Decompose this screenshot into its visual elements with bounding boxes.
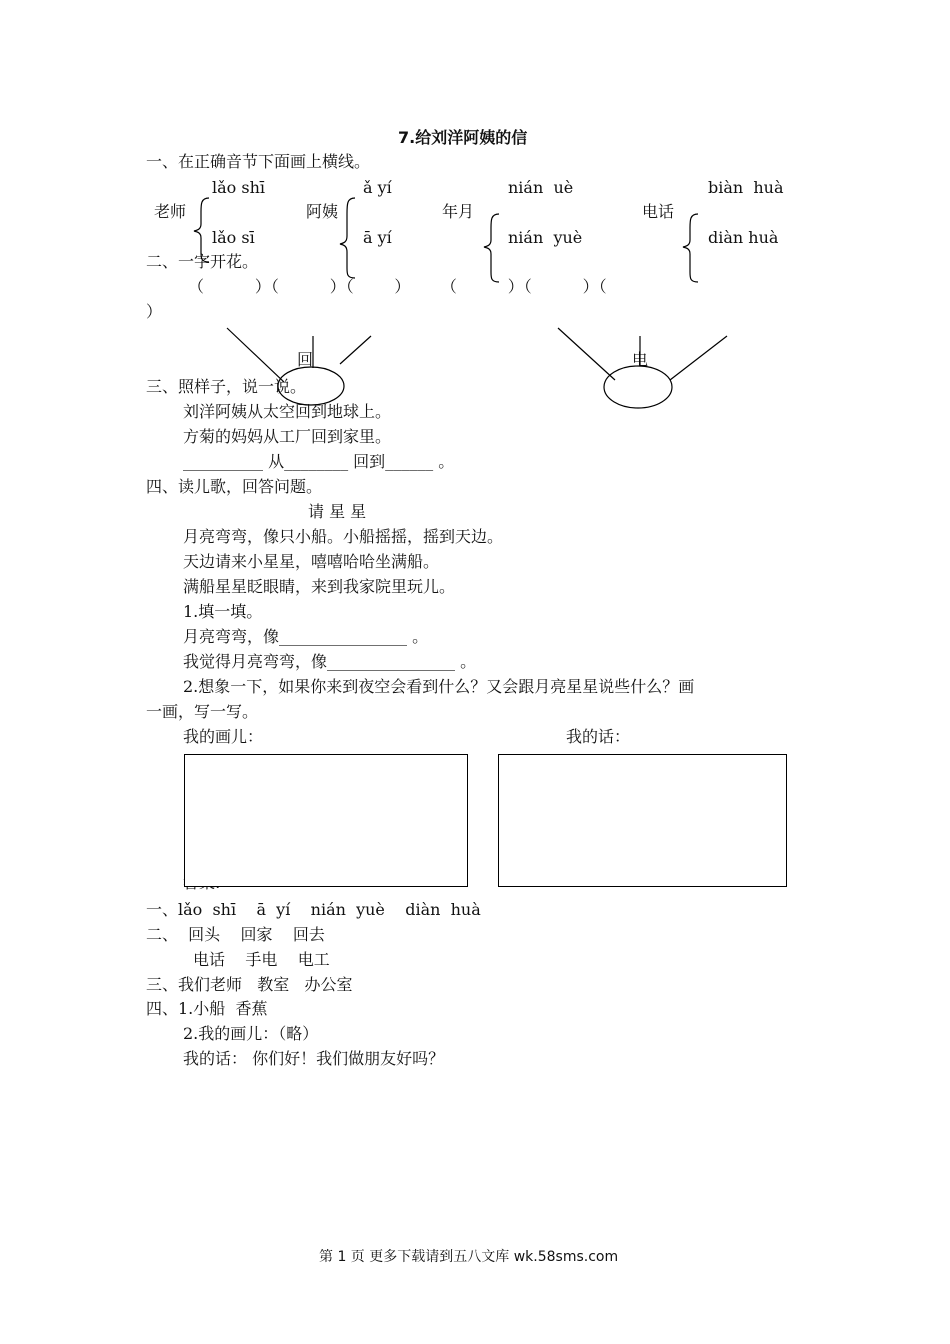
answer-3: 三、我们老师 教室 办公室 — [146, 975, 353, 994]
q1-item2-word: 阿姨 — [306, 202, 339, 221]
answer-4-line-1: 四、1.小船 香蕉 — [146, 999, 268, 1018]
q1-item1-option1: lǎo shī — [212, 178, 266, 197]
flower1-line-left — [227, 328, 284, 382]
flower2-ellipse — [604, 366, 672, 408]
answer-2-line-1: 二、 回头 回家 回去 — [146, 925, 325, 944]
page-title: 7.给刘洋阿姨的信 — [398, 128, 528, 147]
brace-1 — [194, 198, 209, 262]
brace-4 — [683, 214, 698, 282]
q1-item4-word: 电话 — [642, 202, 675, 221]
brace-2 — [340, 198, 355, 278]
flower2-line-right — [670, 336, 727, 380]
q4-fill-2: 我觉得月亮弯弯，像________________ 。 — [183, 652, 477, 671]
answer-1: 一、lǎo shī ā yí nián yuè diàn huà — [146, 900, 481, 919]
q1-item1-option2: lǎo sī — [212, 228, 255, 247]
q1-item2-option1: ǎ yí — [363, 178, 392, 197]
q4-sub2-line-1: 2.想象一下，如果你来到夜空会看到什么？又会跟月亮星星说些什么？画 — [183, 677, 695, 696]
poem-line-2: 天边请来小星星，嘻嘻哈哈坐满船。 — [183, 552, 440, 571]
q2-center-char-hui: 回 — [297, 350, 314, 369]
q2-blank-row-tail: ） — [146, 302, 163, 321]
q1-heading: 一、在正确音节下面画上横线。 — [146, 152, 371, 171]
page-footer: 第 1 页 更多下载请到五八文库 wk.58sms.com — [319, 1249, 619, 1265]
answer-4-line-2: 2.我的画儿：（略） — [183, 1024, 319, 1043]
answer-4-line-3: 我的话： 你们好！我们做朋友好吗？ — [183, 1049, 445, 1068]
q2-blank-row: （ ）（ ）（ ） （ ）（ ）（ — [188, 277, 607, 296]
drawing-box[interactable] — [184, 754, 468, 887]
poem-line-1: 月亮弯弯，像只小船。小船摇摇，摇到天边。 — [183, 527, 504, 546]
q1-item4-option2: diàn huà — [708, 228, 779, 247]
label-my-drawing: 我的画儿： — [183, 727, 264, 746]
q1-item3-option2: nián yuè — [508, 228, 583, 247]
flower2-line-left — [558, 328, 615, 380]
q4-sub2-line-2: 一画，写一写。 — [146, 702, 259, 721]
q4-heading: 四、读儿歌，回答问题。 — [146, 477, 323, 496]
bracket-and-flower-drawing — [0, 0, 950, 420]
q1-item4-option1: biàn huà — [708, 178, 784, 197]
label-my-words: 我的话： — [566, 727, 631, 746]
q1-item2-option2: ā yí — [363, 228, 392, 247]
q3-example-2: 方菊的妈妈从工厂回到家里。 — [183, 427, 392, 446]
words-box[interactable] — [498, 754, 787, 887]
answer-2-line-2: 电话 手电 电工 — [193, 950, 330, 969]
q1-item1-word: 老师 — [154, 202, 187, 221]
q3-example-1: 刘洋阿姨从太空回到地球上。 — [183, 402, 392, 421]
q4-sub1-heading: 1.填一填。 — [183, 602, 263, 621]
q4-fill-1: 月亮弯弯，像________________ 。 — [183, 627, 429, 646]
q1-item3-option1: nián uè — [508, 178, 574, 197]
brace-3 — [484, 214, 499, 282]
q2-center-char-dian: 电 — [632, 350, 649, 369]
q3-fill-line: __________ 从________ 回到______ 。 — [183, 452, 455, 471]
q1-item3-word: 年月 — [442, 202, 475, 221]
flower1-line-right — [340, 336, 371, 364]
poem-title: 请 星 星 — [308, 502, 367, 521]
q2-heading: 二、一字开花。 — [146, 252, 259, 271]
poem-line-3: 满船星星眨眼睛，来到我家院里玩儿。 — [183, 577, 456, 596]
q3-heading: 三、照样子，说一说。 — [146, 377, 307, 396]
